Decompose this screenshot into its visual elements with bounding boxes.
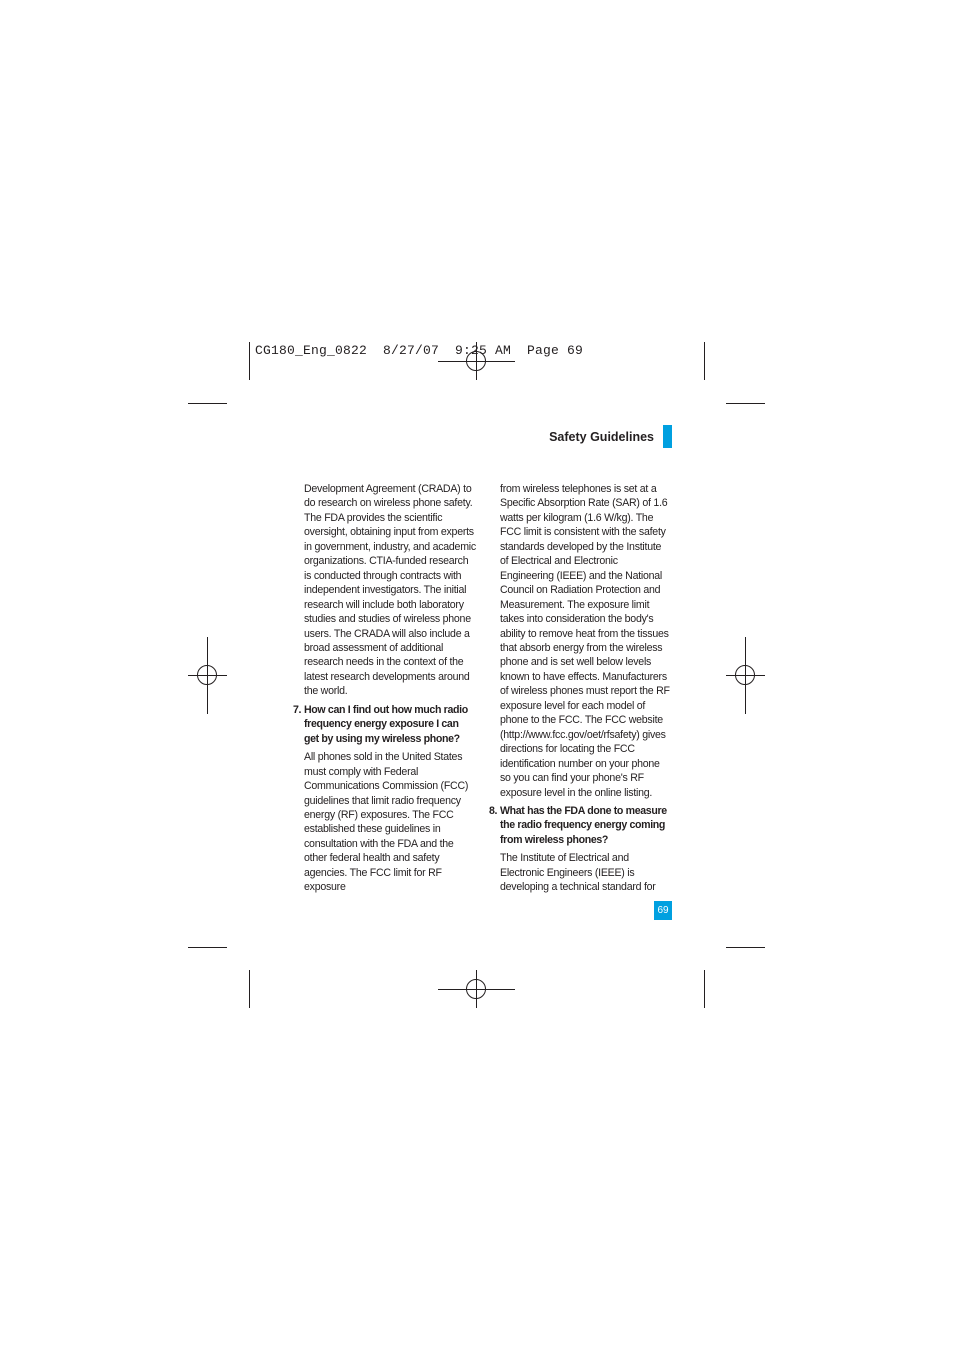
section-title: Safety Guidelines bbox=[549, 430, 654, 444]
crop-mark bbox=[249, 342, 250, 380]
text-column-right bbox=[489, 482, 672, 899]
section-tab-marker bbox=[663, 425, 672, 448]
body-paragraph: from wireless telephones is set at a Specific Absorption Rate (SAR) of 1.6 watts per kilogram (1.6 W/kg). The FCC limit is consistent with the safety standards developed by the Institute of Electrical and Electronic Engineering (IEEE) and the National Council on Radiation Protection and Measurement. The exposure limit takes into consideration the body's ability to remove heat from the tissues that absorb energy from the wireless phone and is set well below levels known to have effects. Manufacturers of wireless phones must report the RF exposure level for each model of phone to the FCC. The FCC website (http://www.fcc.gov/oet/rfsafety) gives directions for locating the FCC identification number on your phone so you can find your phone's RF exposure level in the online listing. bbox=[500, 483, 670, 799]
crop-mark bbox=[726, 403, 765, 404]
crop-mark bbox=[188, 947, 227, 948]
crop-mark bbox=[704, 970, 705, 1008]
question-number: 7. bbox=[293, 703, 302, 716]
print-slug: CG180_Eng_0822 8/27/07 9:25 AM Page 69 bbox=[255, 343, 584, 358]
body-paragraph: All phones sold in the United States must comply with Federal Communications Commission (FCC) guidelines that limit radio frequency energy (RF) exposures. The FCC established these guidelines in consultation with the FDA and the other federal health and safety agencies. The FCC limit for RF exposure bbox=[304, 751, 469, 894]
question-text: What has the FDA done to measure the radio frequency energy coming from wireless phones? bbox=[500, 804, 667, 846]
body-paragraph: Development Agreement (CRADA) to do research on wireless phone safety. The FDA provides the scientific oversight, obtaining input from experts in government, industry, and academic organizations. CTIA-funded research is conducted through contracts with independent investigators. The initial research will include both laboratory studies and studies of wireless phone users. The CRADA will also include a broad assessment of additional research needs in the context of the latest research developments around the world. bbox=[304, 483, 476, 698]
crop-mark bbox=[704, 342, 705, 380]
question-text: How can I find out how much radio frequency energy exposure I can get by using my wireless phone? bbox=[304, 703, 468, 745]
crop-mark bbox=[249, 970, 250, 1008]
question-number: 8. bbox=[489, 804, 498, 817]
page-number: 69 bbox=[654, 901, 672, 920]
question-heading bbox=[489, 804, 672, 847]
question-heading bbox=[293, 703, 476, 746]
crop-mark bbox=[188, 403, 227, 404]
body-paragraph: The Institute of Electrical and Electronic Engineers (IEEE) is developing a technical standard for bbox=[500, 852, 656, 894]
text-column-left bbox=[293, 482, 476, 899]
crop-mark bbox=[726, 947, 765, 948]
